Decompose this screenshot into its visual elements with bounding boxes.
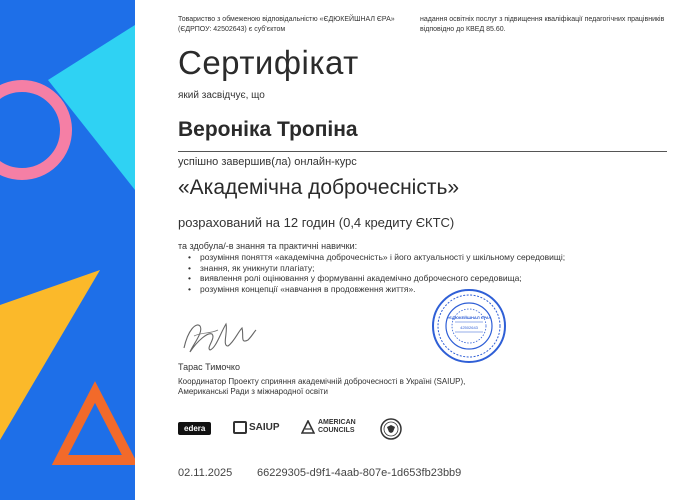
skill-item: • розуміння концепції «навчання в продовження життя». (188, 284, 658, 295)
skills-list (188, 252, 658, 294)
american-councils-mark-icon (301, 420, 315, 434)
official-stamp (431, 288, 507, 364)
skill-item: • розуміння поняття «академічна доброчесність» і його актуальності у шкільному середовищі; (188, 252, 658, 263)
name-divider (178, 151, 667, 152)
recipient-name: Вероніка Тропіна (178, 118, 358, 141)
us-state-department-seal-icon (380, 418, 402, 440)
ac-line-2: COUNCILS (318, 426, 355, 434)
signer-name: Тарас Тимочко (178, 362, 240, 372)
handwritten-signature (178, 312, 258, 358)
saiup-logo-text: SAIUP (249, 422, 280, 433)
course-hours: розрахований на 12 годин (0,4 кредиту ЄКТС) (178, 215, 455, 230)
skill-item: • знання, як уникнути плагіату; (188, 263, 658, 274)
course-title: «Академічна доброчесність» (178, 176, 460, 199)
signer-role: Координатор Проекту сприяння академічній доброчесності в Україні (SAIUP), Американські Ради з міжнародної освіти (178, 377, 466, 396)
stamp-code-text: 42502643 (460, 325, 478, 330)
abstract-shapes-graphic (0, 0, 135, 500)
header-left-text: Товариство з обмеженою відповідальністю «ЄДЮКЕЙШНАЛ ЄРА» (ЄДРПОУ: 42502643) є суб'єктом (178, 16, 395, 33)
partner-logos (178, 418, 428, 442)
stamp-center-text: «ЄДЮКЕЙШНАЛ ЄРА» (446, 315, 492, 320)
edera-logo: edera (178, 422, 211, 435)
saiup-square-icon (233, 421, 247, 434)
skills-intro: та здобула/-в знання та практичні навички: (178, 241, 358, 251)
ac-line-1: AMERICAN (318, 419, 356, 426)
american-councils-logo (301, 419, 356, 434)
certificate-title: Сертифікат (178, 44, 359, 81)
certificate-code: 66229305-d9f1-4aab-807e-1d653fb23bb9 (257, 467, 462, 479)
confirms-text: який засвідчує, що (178, 90, 265, 101)
decorative-side-panel (0, 0, 135, 500)
completed-text: успішно завершив(ла) онлайн-курс (178, 156, 357, 168)
skill-item: • виявлення ролі оцінювання у формуванні академічно доброчесного середовища; (188, 273, 658, 284)
certificate-body (178, 0, 678, 500)
saiup-logo (233, 421, 280, 434)
header-right-text: надання освітніх послуг з підвищення кваліфікації педагогічних працівників відповідно до КВЕД 85.60. (420, 16, 665, 33)
issue-date: 02.11.2025 (178, 467, 233, 479)
